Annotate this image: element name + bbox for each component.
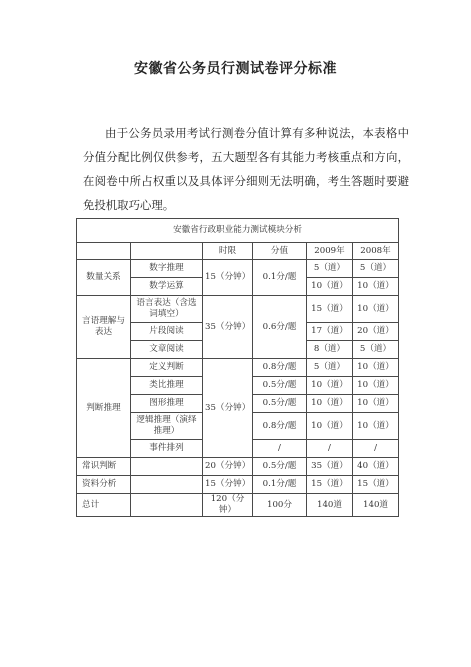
count-2008-cell: 40（道） [353,458,399,476]
subtype-cell [131,476,203,494]
score-cell: 0.8分/题 [253,359,307,377]
category-cell: 数量关系 [77,260,131,296]
count-2008-cell: 15（道） [353,476,399,494]
count-2008-cell: 10（道） [353,278,399,296]
module-analysis-table [76,218,399,517]
total-label-cell: 总计 [77,494,131,517]
header-cell: 2009年 [307,243,353,260]
time-cell: 35（分钟） [203,296,253,359]
table-row [77,458,399,476]
count-2009-cell: 140道 [307,494,353,517]
table-caption: 安徽省行政职业能力测试模块分析 [77,219,399,243]
count-2009-cell: 5（道） [307,260,353,278]
time-cell: 35（分钟） [203,359,253,458]
score-cell: 100分 [253,494,307,517]
subtype-cell: 片段阅读 [131,323,203,341]
table-row [77,359,399,377]
count-2008-cell: 10（道） [353,359,399,377]
count-2009-cell: 10（道） [307,278,353,296]
category-cell: 言语理解与表达 [77,296,131,359]
score-cell: 0.5分/题 [253,458,307,476]
count-2008-cell: 5（道） [353,341,399,359]
subtype-cell: 事件排列 [131,440,203,458]
header-cell [77,243,131,260]
document-title: 安徽省公务员行测试卷评分标准 [134,61,337,77]
score-cell: 0.1分/题 [253,260,307,296]
score-cell: 0.1分/题 [253,476,307,494]
count-2009-cell: 8（道） [307,341,353,359]
count-2008-cell: 5（道） [353,260,399,278]
time-cell: 15（分钟） [203,260,253,296]
count-2009-cell: 10（道） [307,413,353,440]
score-cell: 0.5分/题 [253,395,307,413]
count-2009-cell: 5（道） [307,359,353,377]
subtype-cell: 图形推理 [131,395,203,413]
count-2009-cell: 15（道） [307,296,353,323]
count-2008-cell: 10（道） [353,413,399,440]
score-cell: 0.6分/题 [253,296,307,359]
subtype-cell: 类比推理 [131,377,203,395]
time-cell: 15（分钟） [203,476,253,494]
subtype-cell [131,458,203,476]
count-2009-cell: 17（道） [307,323,353,341]
table-row [77,476,399,494]
count-2008-cell: 10（道） [353,377,399,395]
count-2008-cell: 20（道） [353,323,399,341]
count-2009-cell: 10（道） [307,377,353,395]
subtype-cell: 数学运算 [131,278,203,296]
header-cell: 时限 [203,243,253,260]
subtype-cell: 定义判断 [131,359,203,377]
header-cell: 2008年 [353,243,399,260]
count-2008-cell: 10（道） [353,296,399,323]
score-cell: / [253,440,307,458]
count-2008-cell: / [353,440,399,458]
table-row [77,260,399,278]
total-row [77,494,399,517]
count-2009-cell: 15（道） [307,476,353,494]
category-cell: 常识判断 [77,458,131,476]
count-2008-cell: 140道 [353,494,399,517]
intro-paragraph: 由于公务员录用考试行测卷分值计算有多种说法，本表格中分值分配比例仅供参考，五大题型各有其能力考核重点和方向，在阅卷中所占权重以及具体评分细则无法明确，考生答题时要避免投机取巧心理。 [83,126,409,213]
count-2008-cell: 10（道） [353,395,399,413]
score-cell: 0.8分/题 [253,413,307,440]
subtype-cell: 数字推理 [131,260,203,278]
category-cell: 判断推理 [77,359,131,458]
subtype-cell: 逻辑推理（演绎推理） [131,413,203,440]
header-cell: 分值 [253,243,307,260]
subtype-cell [131,494,203,517]
count-2009-cell: 10（道） [307,395,353,413]
subtype-cell: 语言表达（含选词填空） [131,296,203,323]
count-2009-cell: 35（道） [307,458,353,476]
score-cell: 0.5分/题 [253,377,307,395]
time-cell: 120（分钟） [203,494,253,517]
header-cell [131,243,203,260]
category-cell: 资料分析 [77,476,131,494]
table-row [77,296,399,323]
time-cell: 20（分钟） [203,458,253,476]
count-2009-cell: / [307,440,353,458]
subtype-cell: 文章阅读 [131,341,203,359]
